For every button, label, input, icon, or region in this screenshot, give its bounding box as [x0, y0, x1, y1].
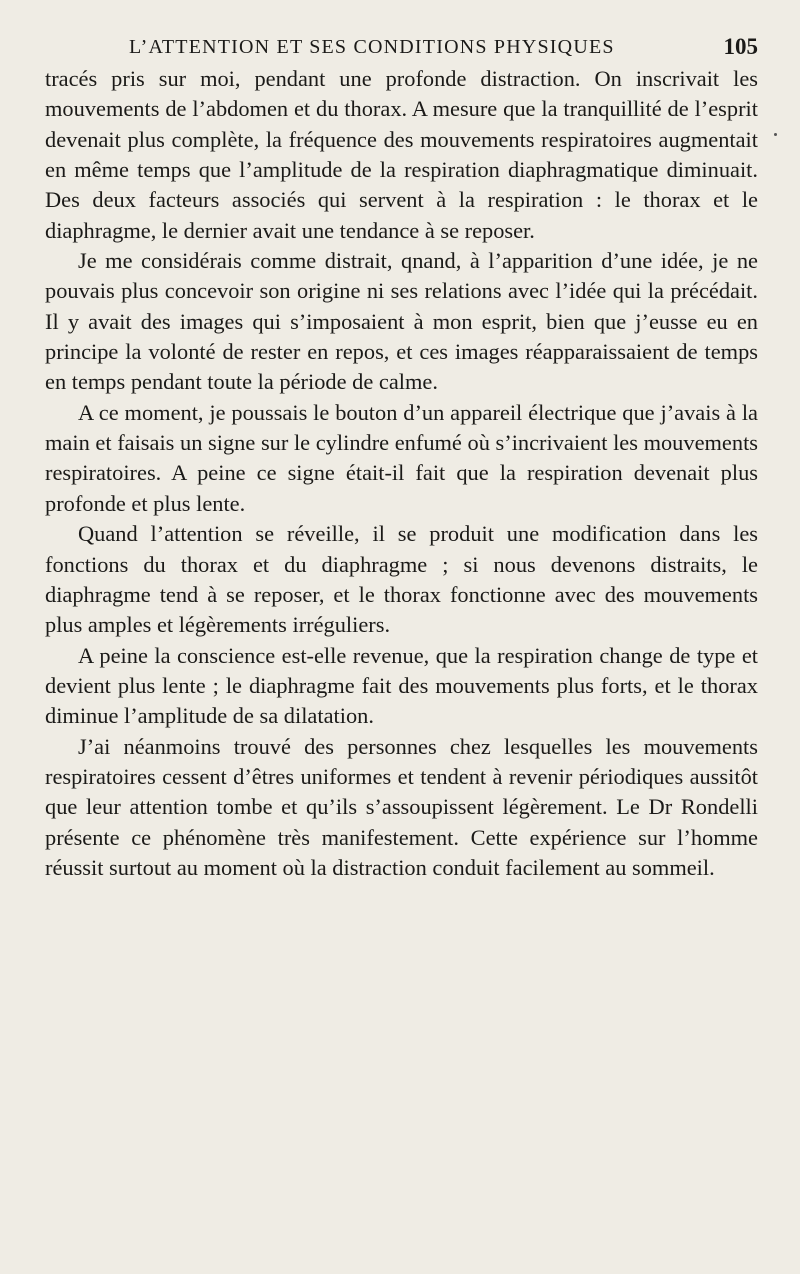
body-text [45, 64, 758, 883]
paragraph-3: A ce moment, je poussais le bouton d’un appareil électrique que j’avais à la main et faisais un signe sur le cylindre enfumé où s’incrivaient les mouvements respiratoires. A peine ce signe était-il fait que la respiration devenait plus profonde et plus lente. [45, 399, 758, 516]
paragraph-5: A peine la conscience est-elle revenue, que la respiration change de type et devient plus lente ; le diaphragme fait des mouvements plus forts, et le thorax diminue l’amplitude de sa dilatation. [45, 642, 758, 729]
running-head [45, 30, 758, 64]
paragraph-2: Je me considérais comme distrait, qnand, à l’apparition d’une idée, je ne pouvais plus concevoir son origine ni ses relations avec l’idée qui la précédait. Il y avait des images qui s’imposaient à mon esprit, bien que j’eusse eu en principe la volonté de rester en repos, et ces images réapparaissaient de temps en temps pendant toute la période de calme. [45, 248, 758, 395]
margin-speck [774, 133, 777, 136]
paragraph-1: tracés pris sur moi, pendant une profonde distraction. On inscrivait les mouvements de l’abdomen et du thorax. A mesure que la tranquillité de l’esprit devenait plus complète, la fréquence des mouvements respiratoires augmentait en même temps que l’amplitude de la respiration diaphragmatique diminuait. Des deux facteurs associés qui servent à la respiration : le thorax et le diaphragme, le dernier avait une tendance à se reposer. [45, 66, 758, 243]
paragraph-4: Quand l’attention se réveille, il se produit une modification dans les fonctions du thorax et du diaphragme ; si nous devenons distraits, le diaphragme tend à se reposer, et le thorax fonctionne avec des mouvements plus amples et légèrements irréguliers. [45, 521, 758, 638]
paragraph-6: J’ai néanmoins trouvé des personnes chez lesquelles les mouvements respiratoires cessent d’êtres uniformes et tendent à revenir périodiques aussitôt que leur attention tombe et qu’ils s’assoupissent légèrement. Le Dr Rondelli présente ce phénomène très manifestement. Cette expérience sur l’homme réussit surtout au moment où la distraction conduit facilement au sommeil. [45, 733, 758, 880]
page-number: 105 [723, 34, 758, 59]
running-title: L’ATTENTION ET SES CONDITIONS PHYSIQUES [129, 36, 615, 58]
